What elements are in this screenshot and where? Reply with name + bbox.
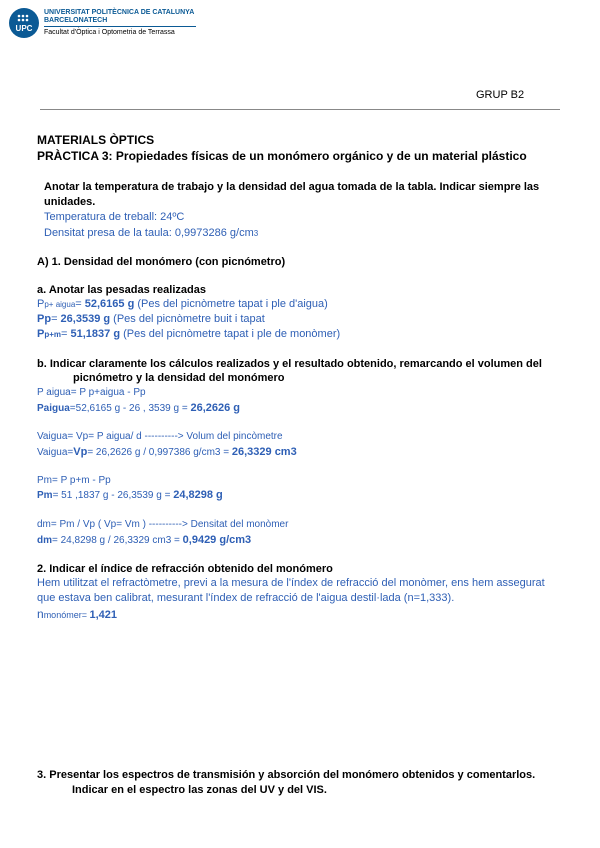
section-2-heading: 2. Indicar el índice de refracción obtenido del monómero <box>37 563 333 575</box>
weighing-row: Pp+m= 51,1837 g (Pes del picnòmetre tapat i ple de monòmer) <box>37 328 341 340</box>
volume-calc: Vaigua=Vp= 26,2626 g / 0,997386 g/cm3 = 26,3329 cm3 <box>37 446 297 458</box>
volume-formula: Vaigua= Vp= P aigua/ d ----------> Volum del pincòmetre <box>37 431 283 442</box>
refraction-text: Hem utilitzat el refractòmetre, previ a la mesura de l'índex de refracció del monòmer, ens hem assegurat <box>37 577 545 589</box>
upc-logo <box>9 8 39 38</box>
section-3-heading-2: Indicar en el espectro las zonas del UV y del VIS. <box>72 784 327 796</box>
monomer-weight-calc: Pm= 51 ,1837 g - 26,3539 g = 24,8298 g <box>37 489 223 501</box>
refraction-index: nmonómer= 1,421 <box>37 607 117 621</box>
top-divider <box>40 109 560 110</box>
intro-instruction-2: unidades. <box>44 196 96 208</box>
calc-heading-2: picnómetro y la densidad del monómero <box>73 372 285 384</box>
group-label: GRUP B2 <box>476 89 525 101</box>
density-calc: dm= 24,8298 g / 26,3329 cm3 = 0,9429 g/cm3 <box>37 534 252 546</box>
section-3-heading: 3. Presentar los espectros de transmisión y absorción del monómero obtenidos y comentarlos. <box>37 769 536 781</box>
calc-heading: b. Indicar claramente los cálculos realizados y el resultado obtenido, remarcando el volumen del <box>37 358 542 370</box>
weighings-heading: a. Anotar las pesadas realizadas <box>37 284 206 296</box>
water-weight-formula: P aigua= P p+aigua - Pp <box>37 387 146 398</box>
monomer-weight-formula: Pm= P p+m - Pp <box>37 475 111 486</box>
course-title: MATERIALS ÒPTICS <box>37 133 155 147</box>
refraction-text-2: que estava ben calibrat, mesurant l'índex de refracció de l'aigua destil·lada (n=1,333). <box>37 592 455 604</box>
section-a-heading: A) 1. Densidad del monómero (con picnómetro) <box>37 256 286 268</box>
header-divider <box>44 26 196 27</box>
intro-instruction: Anotar la temperatura de trabajo y la densidad del agua tomada de la tabla. Indicar siempre las <box>44 181 540 193</box>
density-formula: dm= Pm / Vp ( Vp= Vm ) ----------> Densitat del monòmer <box>37 519 289 530</box>
water-weight-calc: Paigua=52,6165 g - 26 , 3539 g = 26,2626 g <box>37 402 240 414</box>
university-name: UNIVERSITAT POLITÈCNICA DE CATALUNYA <box>44 9 195 16</box>
faculty-name: Facultat d'Òptica i Optometria de Terrassa <box>44 29 175 36</box>
density-text: Densitat presa de la taula: 0,9973286 g/cm3 <box>44 227 259 239</box>
logo-text: UPC <box>15 24 33 33</box>
weighing-row: Pp+ aigua= 52,6165 g (Pes del picnòmetre tapat i ple d'aigua) <box>37 298 328 310</box>
university-tagline: BARCELONATECH <box>44 17 108 24</box>
practice-title: PRÀCTICA 3: Propiedades físicas de un monómero orgánico y de un material plástico <box>37 149 527 163</box>
weighing-row: Pp= 26,3539 g (Pes del picnòmetre buit i tapat <box>37 313 265 325</box>
temperature-text: Temperatura de treball: 24ºC <box>44 211 185 223</box>
logo-dots-icon <box>17 14 31 24</box>
